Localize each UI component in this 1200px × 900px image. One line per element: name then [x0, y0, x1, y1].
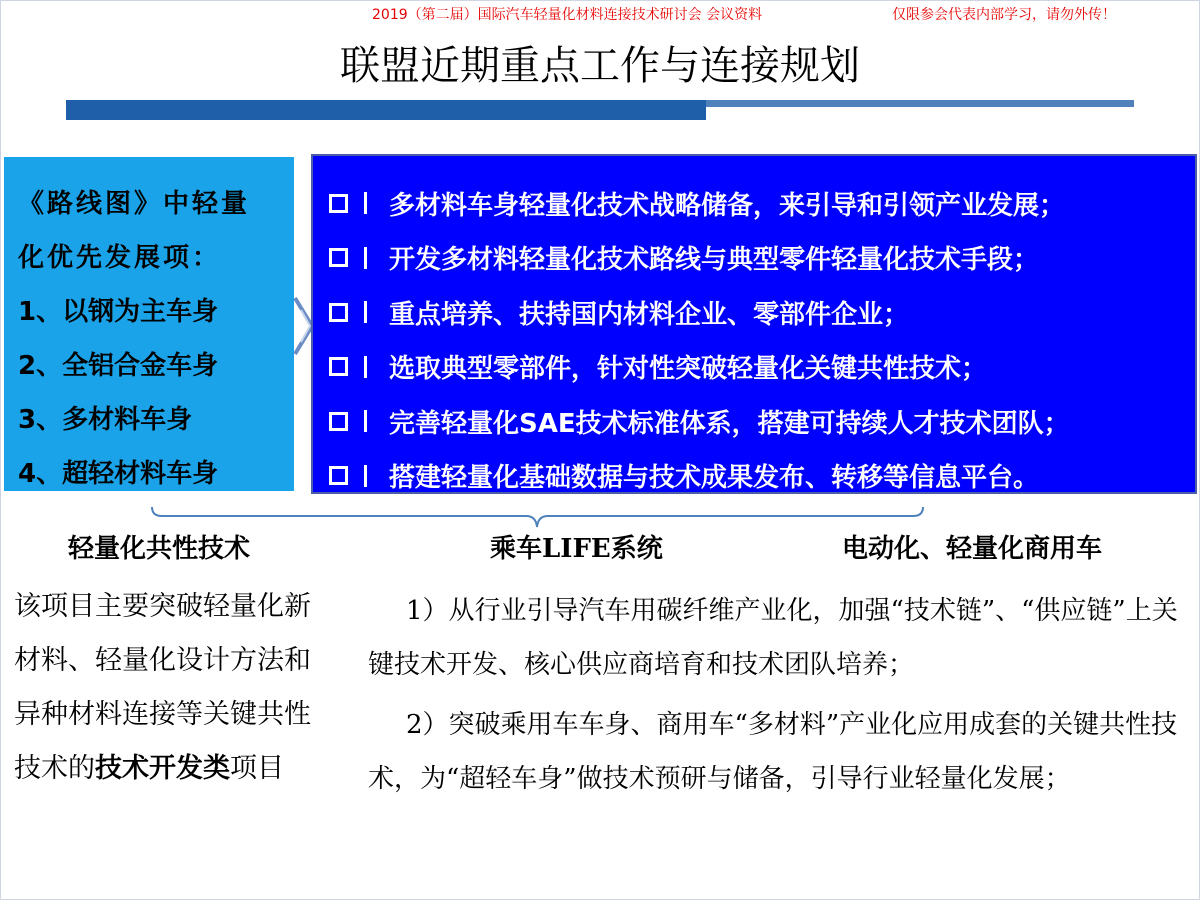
task-text: 选取典型零部件，针对性突破轻量化关键共性技术； [389, 354, 988, 385]
common-tech-emphasis: 技术开发类 [95, 753, 230, 784]
roadmap-heading-line2: 化优先发展项： [18, 243, 222, 273]
bullet-bar-icon [364, 192, 367, 214]
task-text: 多材料车身轻量化技术战略储备，来引导和引领产业发展； [389, 190, 1066, 221]
square-bullet-icon [329, 357, 348, 376]
task-item [329, 231, 1195, 286]
header-conference-note: 2019（第二届）国际汽车轻量化材料连接技术研讨会 会议资料 [372, 7, 763, 23]
task-text: 重点培养、扶持国内材料企业、零部件企业； [389, 299, 910, 330]
common-tech-text: 该项目主要突破轻量化新材料、轻量化设计方法和异种材料连接等关键共性技术的 [14, 591, 311, 784]
roadmap-item: 3、多材料车身 [18, 405, 193, 435]
category-life-system: 乘车LIFE系统 [490, 534, 663, 564]
category-commercial-vehicle: 电动化、轻量化商用车 [842, 534, 1103, 564]
roadmap-item: 4、超轻材料车身 [18, 459, 219, 489]
category-common-tech: 轻量化共性技术 [68, 534, 251, 564]
program-paragraph-2: 2）突破乘用车车身、商用车“多材料”产业化应用成套的关键共性技术，为“超轻车身”做技术预研与储备，引导行业轻量化发展； [368, 710, 1178, 794]
roadmap-priority-box [4, 157, 294, 491]
bullet-bar-icon [364, 356, 367, 378]
roadmap-item: 2、全铝合金车身 [18, 351, 219, 381]
square-bullet-icon [329, 248, 348, 267]
title-underline-accent [66, 100, 706, 120]
square-bullet-icon [329, 412, 348, 431]
task-text: 搭建轻量化基础数据与技术成果发布、转移等信息平台。 [389, 463, 1040, 494]
square-bullet-icon [329, 466, 348, 485]
common-tech-description [14, 580, 334, 796]
bullet-bar-icon [364, 301, 367, 323]
key-tasks-box [311, 154, 1197, 494]
bullet-bar-icon [364, 247, 367, 269]
task-item [329, 394, 1195, 449]
task-item [329, 285, 1195, 340]
task-item [329, 449, 1195, 504]
header-confidential-note: 仅限参会代表内部学习，请勿外传！ [892, 7, 1116, 23]
task-item [329, 340, 1195, 395]
program-description [368, 584, 1188, 806]
bullet-bar-icon [364, 465, 367, 487]
square-bullet-icon [329, 303, 348, 322]
common-tech-suffix: 项目 [230, 753, 284, 784]
slide-title: 联盟近期重点工作与连接规划 [340, 43, 860, 89]
task-item [329, 176, 1195, 231]
bullet-bar-icon [364, 410, 367, 432]
task-text: 开发多材料轻量化技术路线与典型零件轻量化技术手段； [389, 245, 1040, 276]
program-paragraph-1: 1）从行业引导汽车用碳纤维产业化，加强“技术链”、“供应链”上关键技术开发、核心供应商培育和技术团队培养； [368, 596, 1178, 680]
roadmap-heading-line1: 《路线图》中轻量 [18, 189, 251, 219]
roadmap-item: 1、以钢为主车身 [18, 297, 219, 327]
curly-brace-icon [150, 505, 925, 529]
square-bullet-icon [329, 194, 348, 213]
task-text: 完善轻量化SAE技术标准体系，搭建可持续人才技术团队； [389, 408, 1070, 439]
